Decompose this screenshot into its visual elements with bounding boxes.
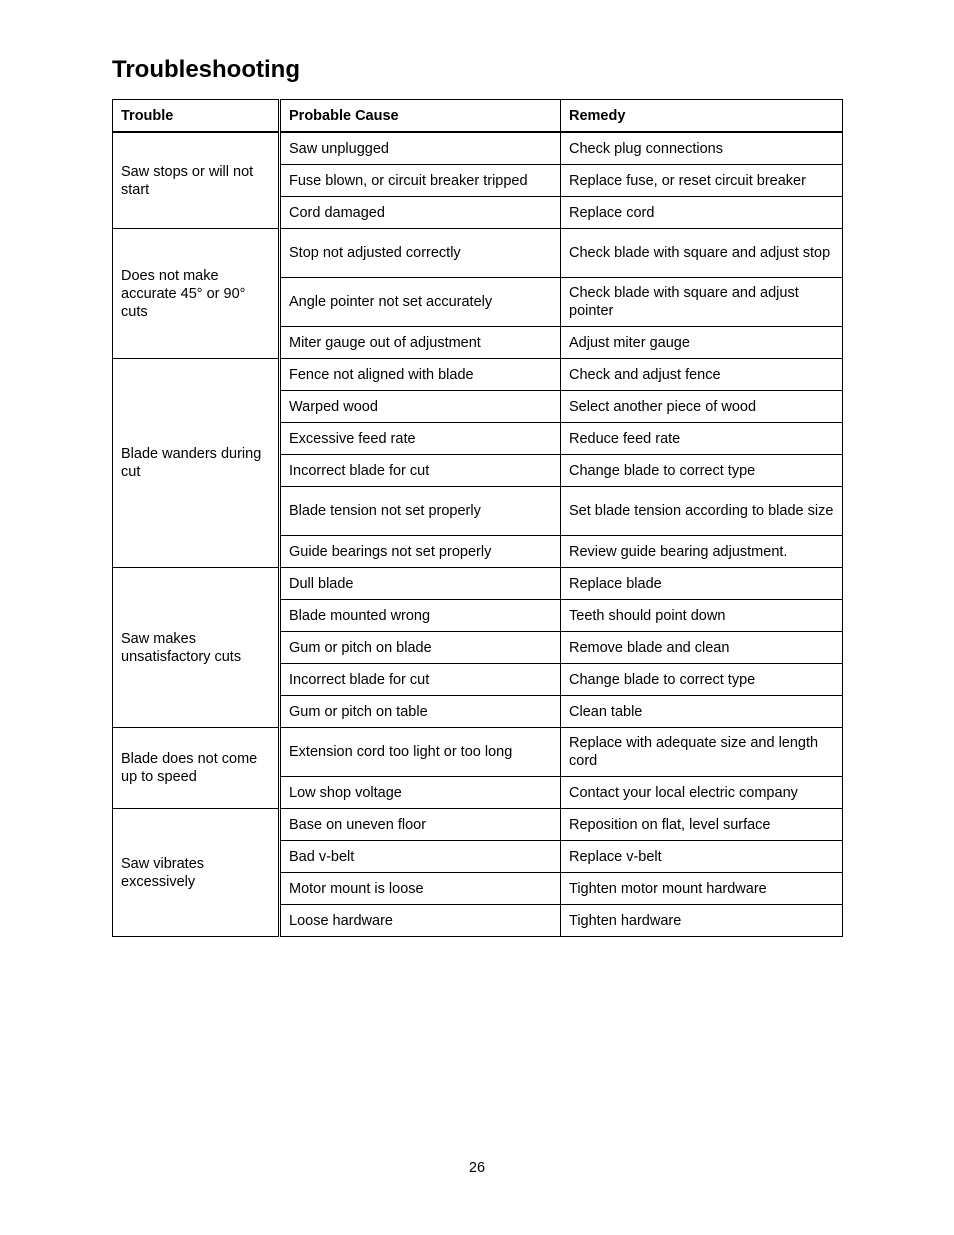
cause-cell: Saw unplugged (280, 132, 561, 165)
cause-cell: Blade tension not set properly (280, 487, 561, 536)
cause-cell: Guide bearings not set properly (280, 536, 561, 568)
table-row (113, 568, 843, 600)
remedy-cell: Check blade with square and adjust pointer (561, 278, 843, 327)
remedy-cell: Change blade to correct type (561, 455, 843, 487)
cause-cell: Incorrect blade for cut (280, 664, 561, 696)
cause-cell: Stop not adjusted correctly (280, 229, 561, 278)
cause-cell: Blade mounted wrong (280, 600, 561, 632)
remedy-cell: Replace blade (561, 568, 843, 600)
cause-cell: Base on uneven floor (280, 809, 561, 841)
remedy-cell: Set blade tension according to blade size (561, 487, 843, 536)
header-probable-cause: Probable Cause (280, 100, 561, 133)
cause-cell: Loose hardware (280, 905, 561, 937)
trouble-cell: Blade wanders during cut (113, 359, 280, 568)
remedy-cell: Contact your local electric company (561, 777, 843, 809)
trouble-cell: Saw makes unsatisfactory cuts (113, 568, 280, 728)
remedy-cell: Check and adjust fence (561, 359, 843, 391)
remedy-cell: Teeth should point down (561, 600, 843, 632)
cause-cell: Angle pointer not set accurately (280, 278, 561, 327)
cause-cell: Extension cord too light or too long (280, 728, 561, 777)
table-row (113, 359, 843, 391)
table-body (113, 132, 843, 937)
cause-cell: Cord damaged (280, 197, 561, 229)
cause-cell: Warped wood (280, 391, 561, 423)
remedy-cell: Remove blade and clean (561, 632, 843, 664)
cause-cell: Fence not aligned with blade (280, 359, 561, 391)
cause-cell: Low shop voltage (280, 777, 561, 809)
trouble-cell: Saw stops or will not start (113, 132, 280, 229)
table-row (113, 229, 843, 278)
page-title: Troubleshooting (112, 56, 300, 83)
remedy-cell: Tighten motor mount hardware (561, 873, 843, 905)
remedy-cell: Clean table (561, 696, 843, 728)
cause-cell: Excessive feed rate (280, 423, 561, 455)
remedy-cell: Change blade to correct type (561, 664, 843, 696)
remedy-cell: Review guide bearing adjustment. (561, 536, 843, 568)
remedy-cell: Replace fuse, or reset circuit breaker (561, 165, 843, 197)
table-row (113, 728, 843, 777)
cause-cell: Bad v-belt (280, 841, 561, 873)
remedy-cell: Replace v-belt (561, 841, 843, 873)
remedy-cell: Tighten hardware (561, 905, 843, 937)
remedy-cell: Replace with adequate size and length cord (561, 728, 843, 777)
remedy-cell: Check blade with square and adjust stop (561, 229, 843, 278)
cause-cell: Gum or pitch on blade (280, 632, 561, 664)
cause-cell: Miter gauge out of adjustment (280, 327, 561, 359)
trouble-cell: Saw vibrates excessively (113, 809, 280, 937)
remedy-cell: Reposition on flat, level surface (561, 809, 843, 841)
cause-cell: Dull blade (280, 568, 561, 600)
table-header-row (113, 100, 843, 133)
troubleshooting-table (112, 99, 843, 937)
cause-cell: Gum or pitch on table (280, 696, 561, 728)
header-trouble: Trouble (113, 100, 280, 133)
cause-cell: Motor mount is loose (280, 873, 561, 905)
table-row (113, 809, 843, 841)
remedy-cell: Select another piece of wood (561, 391, 843, 423)
page-number: 26 (468, 1160, 486, 1176)
header-remedy: Remedy (561, 100, 843, 133)
table-row (113, 132, 843, 165)
remedy-cell: Reduce feed rate (561, 423, 843, 455)
trouble-cell: Blade does not come up to speed (113, 728, 280, 809)
remedy-cell: Adjust miter gauge (561, 327, 843, 359)
cause-cell: Fuse blown, or circuit breaker tripped (280, 165, 561, 197)
cause-cell: Incorrect blade for cut (280, 455, 561, 487)
remedy-cell: Replace cord (561, 197, 843, 229)
trouble-cell: Does not make accurate 45° or 90° cuts (113, 229, 280, 359)
remedy-cell: Check plug connections (561, 132, 843, 165)
